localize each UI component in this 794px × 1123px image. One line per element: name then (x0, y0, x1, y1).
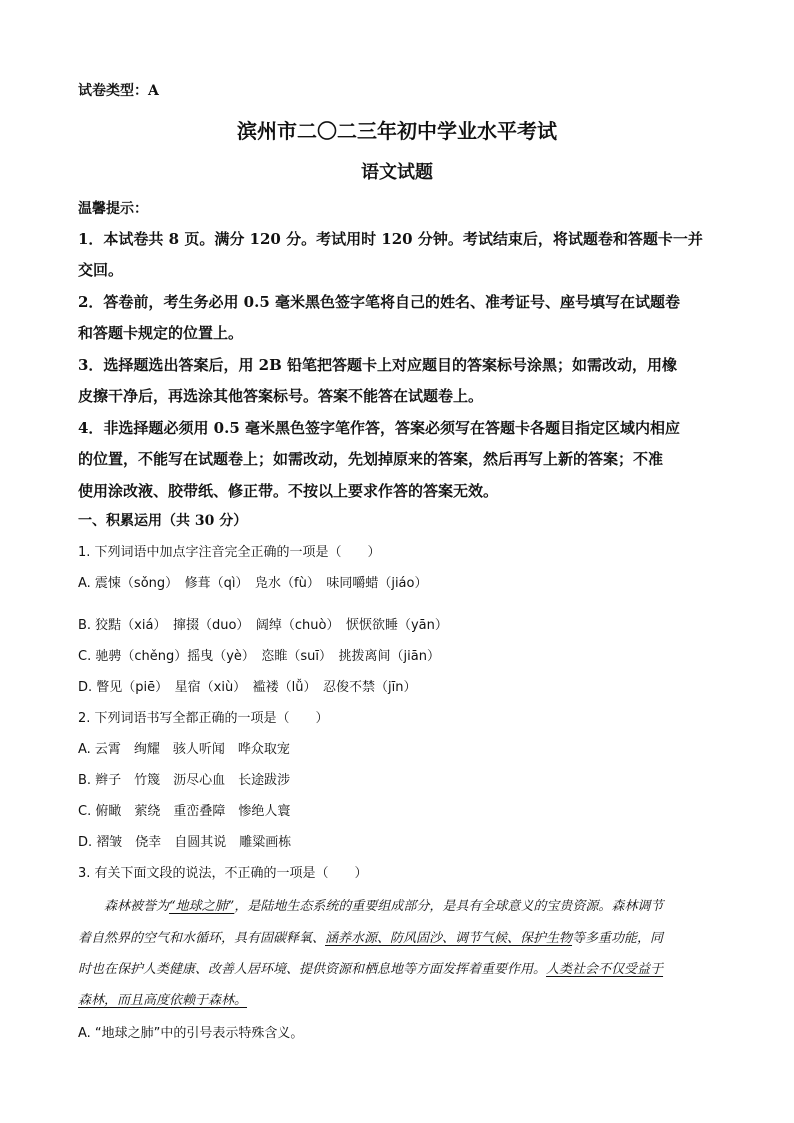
question-1-stem: 1. 下列词语中加点字注音完全正确的一项是（ ） (78, 545, 381, 560)
tips-heading: 温馨提示： (78, 201, 148, 217)
passage-underlined-sentence: 人类社会不仅受益于 (546, 962, 664, 977)
tip-line: 2．答卷前，考生务必用 0.5 毫米黑色签字笔将自己的姓名、准考证号、座号填写在试题卷 (78, 293, 680, 311)
question-2-option-c: C. 俯瞰 萦绕 重峦叠障 惨绝人寰 (78, 804, 291, 819)
question-2-option-a: A. 云霄 绚耀 骇人听闻 哗众取宠 (78, 742, 290, 757)
question-3-stem: 3. 有关下面文段的说法，不正确的一项是（ ） (78, 866, 368, 881)
tip-line: 的位置，不能写在试题卷上；如需改动，先划掉原来的答案，然后再写上新的答案；不准 (78, 450, 664, 468)
passage-text: 森林被誉为 (78, 899, 170, 914)
tip-line: 皮擦干净后，再选涂其他答案标号。答案不能答在试题卷上。 (78, 387, 484, 405)
question-2-option-d: D. 褶皱 侥幸 自圆其说 雕粱画栋 (78, 835, 292, 850)
question-2-option-b: B. 辫子 竹篾 沥尽心血 长途跋涉 (78, 773, 291, 788)
question-1-option-a: A. 震悚（sǒng） 修葺（qì） 凫水（fù） 味同嚼蜡（jiáo） (78, 576, 428, 591)
exam-title: 滨州市二〇二三年初中学业水平考试 (237, 119, 557, 143)
question-1-option-c: C. 驰骋（chěng）摇曳（yè） 恣睢（suī） 挑拨离间（jiān） (78, 649, 440, 664)
question-3-option-a: A. “地球之肺”中的引号表示特殊含义。 (78, 1026, 304, 1041)
question-1-option-b: B. 狡黠（xiá） 撺掇（duo） 阔绰（chuò） 恹恹欲睡（yān） (78, 618, 448, 633)
question-2-stem: 2. 下列词语书写全都正确的一项是（ ） (78, 711, 329, 726)
passage-quote-underlined: “地球之肺” (169, 899, 235, 914)
tip-line: 4．非选择题必须用 0.5 毫米黑色签字笔作答，答案必须写在答题卡各题目指定区域内相应 (78, 419, 680, 437)
passage-line (78, 989, 247, 1008)
tip-line: 1．本试卷共 8 页。满分 120 分。考试用时 120 分钟。考试结束后，将试题卷和答题卡一并 (78, 230, 703, 248)
passage-text: 着自然界的空气和水循环，具有固碳释氧、 (78, 931, 326, 946)
exam-subtitle: 语文试题 (361, 162, 433, 183)
passage-line (78, 895, 663, 914)
paper-type-label: 试卷类型：A (78, 83, 159, 99)
tip-line: 交回。 (78, 261, 124, 279)
tip-line: 和答题卡规定的位置上。 (78, 324, 244, 342)
passage-text: 等多重功能，同 (572, 931, 664, 946)
question-1-option-d: D. 瞥见（piē） 星宿（xiù） 褴褛（lǚ） 忍俊不禁（jīn） (78, 680, 417, 695)
passage-text: ，是陆地生态系统的重要组成部分，是具有全球意义的宝贵资源。森林调节 (234, 899, 664, 914)
passage-line (78, 927, 663, 946)
tip-line: 使用涂改液、胶带纸、修正带。不按以上要求作答的答案无效。 (78, 482, 499, 500)
passage-text: 时也在保护人类健康、改善人居环境、提供资源和栖息地等方面发挥着重要作用。 (78, 962, 547, 977)
passage-underlined-sentence: 森林，而且高度依赖于森林。 (78, 993, 248, 1008)
passage-line (78, 958, 663, 977)
section-heading: 一、积累运用（共 30 分） (78, 513, 248, 529)
passage-underlined-phrase: 涵养水源、防风固沙、调节气候、保护生物 (325, 931, 573, 946)
tip-line: 3．选择题选出答案后，用 2B 铅笔把答题卡上对应题目的答案标号涂黑；如需改动，用橡 (78, 356, 678, 374)
